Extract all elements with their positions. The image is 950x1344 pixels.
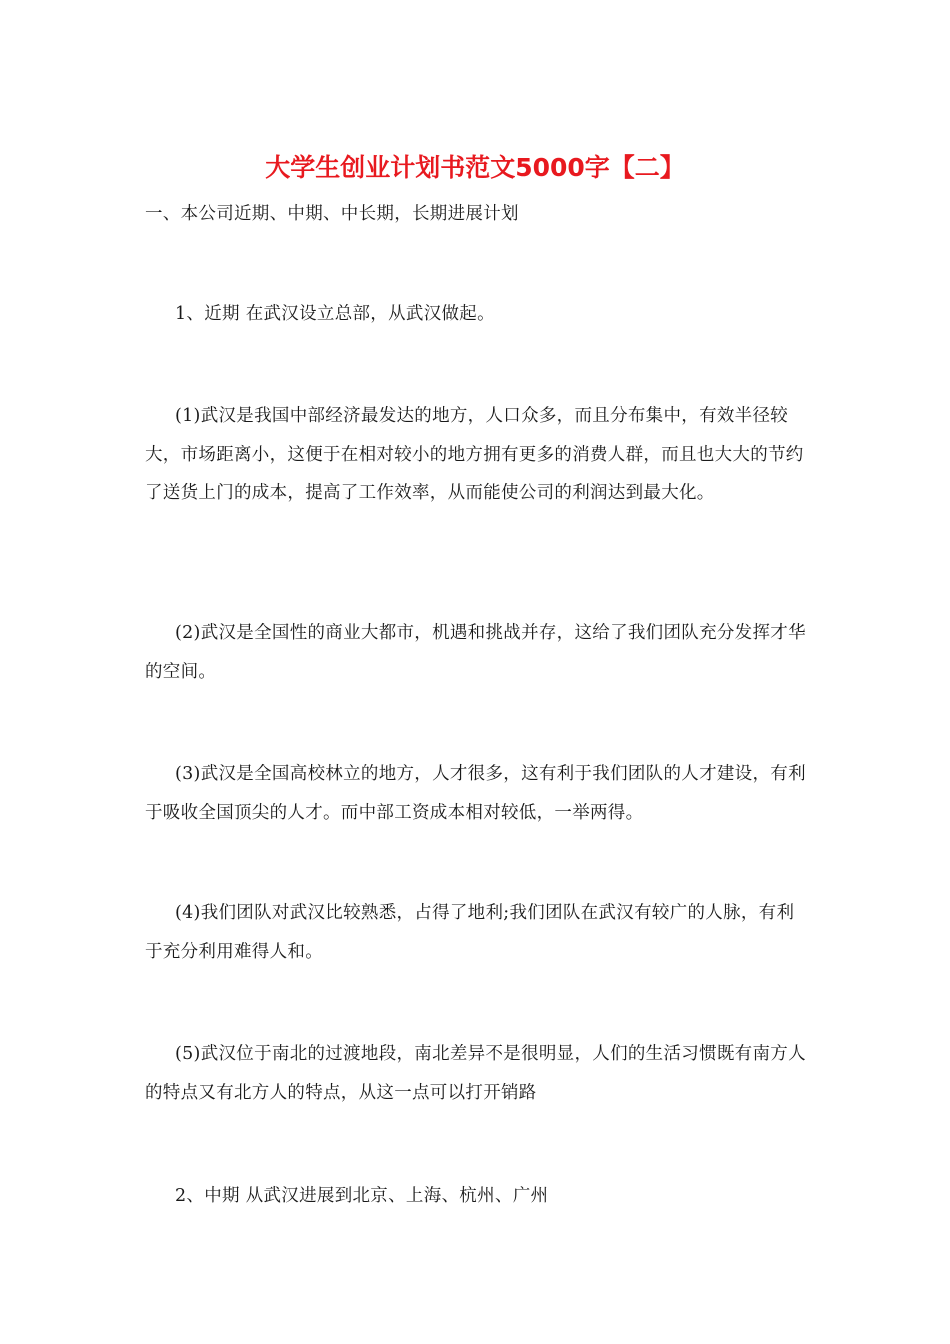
paragraph-reason-4: (4)我们团队对武汉比较熟悉，占得了地利;我们团队在武汉有较广的人脉，有利于充分利用难得人和。: [145, 903, 795, 962]
paragraph-near-term: 1、近期 在武汉设立总部，从武汉做起。: [175, 304, 495, 324]
section-heading: 一、本公司近期、中期、中长期，长期进展计划: [145, 204, 519, 224]
paragraph-reason-2: (2)武汉是全国性的商业大都市，机遇和挑战并存，这给了我们团队充分发挥才华的空间。: [145, 623, 806, 682]
paragraph-reason-3: (3)武汉是全国高校林立的地方，人才很多，这有利于我们团队的人才建设，有利于吸收全国顶尖的人才。而中部工资成本相对较低，一举两得。: [145, 764, 806, 823]
paragraph-reason-5: (5)武汉位于南北的过渡地段，南北差异不是很明显，人们的生活习惯既有南方人的特点又有北方人的特点，从这一点可以打开销路: [145, 1044, 806, 1103]
paragraph-mid-term: 2、中期 从武汉进展到北京、上海、杭州、广州: [175, 1186, 549, 1206]
document-title: 大学生创业计划书范文5000字【二】: [265, 153, 685, 182]
paragraph-reason-1: (1)武汉是我国中部经济最发达的地方，人口众多，而且分布集中，有效半径较大，市场距离小，这便于在相对较小的地方拥有更多的消费人群，而且也大大的节约了送货上门的成本，提高了工作效率，从而能使公司的利润达到最大化。: [145, 406, 804, 503]
